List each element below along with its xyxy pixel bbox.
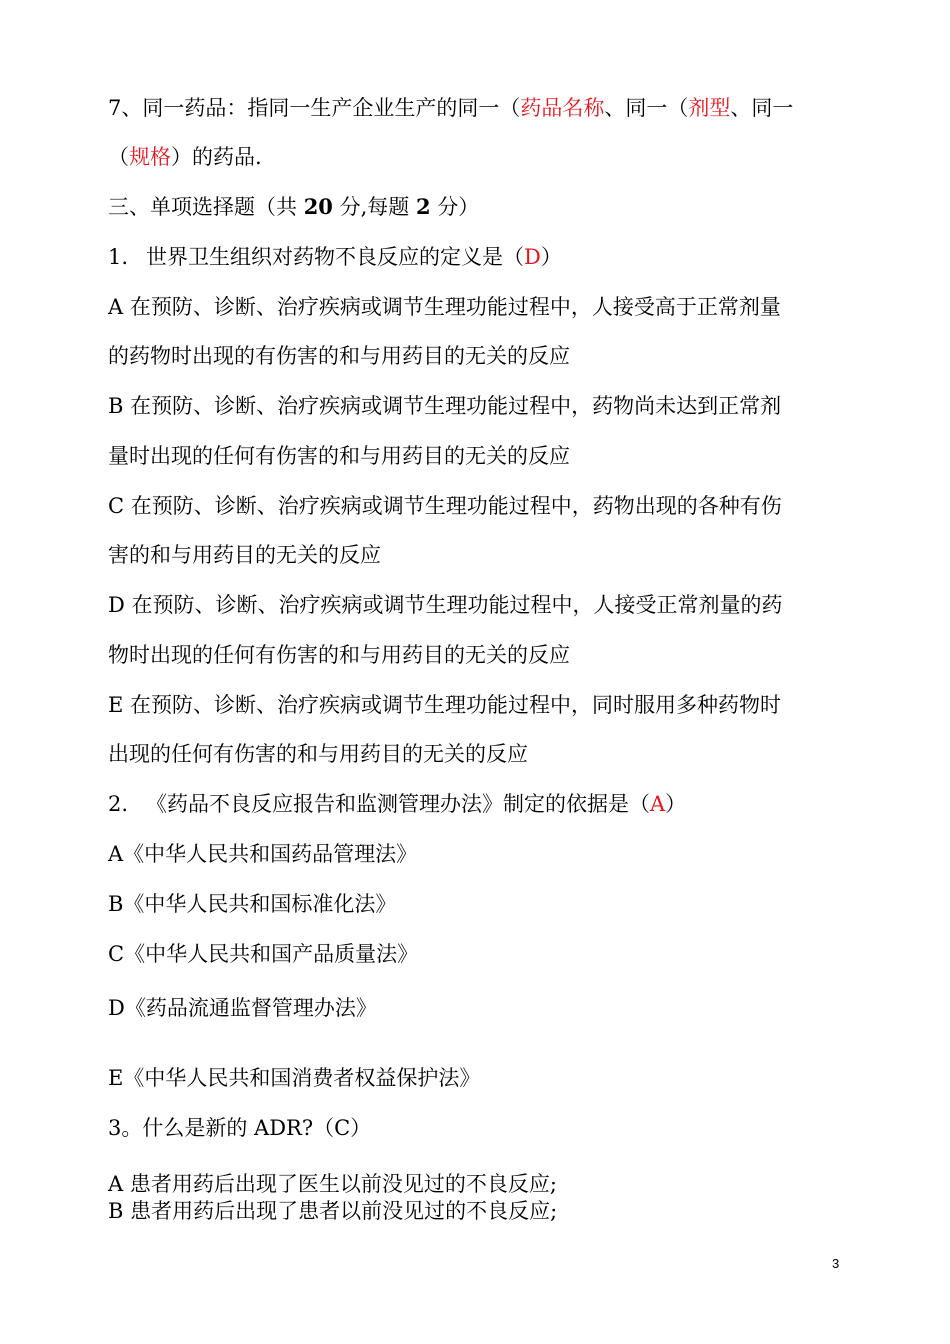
q1-stem-text: 世界卫生组织对药物不良反应的定义是（	[146, 245, 524, 269]
section3-heading	[108, 193, 479, 221]
q1-option-d-line2: 物时出现的任何有伤害的和与用药目的无关的反应	[108, 643, 570, 667]
item7-line2	[108, 143, 262, 171]
section3-mid: 分,	[332, 195, 368, 219]
q2-number: 2.	[108, 792, 129, 816]
q3-option-a: A 患者用药后出现了医生以前没见过的不良反应;	[108, 1172, 557, 1196]
item7-prefix: 7、同一药品：指同一生产企业生产的同一（	[108, 96, 521, 120]
q2-option-b: B《中华人民共和国标准化法》	[108, 892, 397, 916]
q1-stem	[108, 243, 562, 271]
q1-option-c-line2: 害的和与用药目的无关的反应	[108, 543, 381, 567]
section3-post: 分）	[430, 195, 480, 219]
item7-mid-2: 、同一	[730, 96, 794, 120]
item7-answer-1: 药品名称	[520, 96, 605, 120]
q1-close: ）	[540, 245, 562, 269]
q2-option-a: A《中华人民共和国药品管理法》	[108, 842, 418, 866]
q2-option-c: C《中华人民共和国产品质量法》	[108, 942, 419, 966]
q1-option-a-line1: A 在预防、诊断、治疗疾病或调节生理功能过程中，人接受高于正常剂量	[108, 295, 781, 319]
item7-line1	[108, 94, 793, 122]
item7-paren-open: （	[108, 145, 129, 169]
q1-option-b-line2: 量时出现的任何有伤害的和与用药目的无关的反应	[108, 444, 570, 468]
section3-each: 2	[415, 194, 431, 219]
item7-suffix: ）的药品.	[171, 145, 262, 169]
q3-stem: 3。什么是新的 ADR?（C）	[108, 1116, 372, 1140]
q2-close: ）	[665, 792, 687, 816]
q1-option-e-line2: 出现的任何有伤害的和与用药目的无关的反应	[108, 742, 528, 766]
section3-pre: 三、单项选择题（共	[108, 195, 304, 219]
q1-number: 1.	[108, 245, 129, 269]
item7-mid-1: 、同一（	[604, 96, 689, 120]
page-number: 3	[832, 1256, 840, 1271]
q1-answer: D	[524, 245, 541, 269]
section3-mid2: 每题	[367, 195, 416, 219]
q2-answer: A	[650, 792, 666, 816]
q1-option-b-line1: B 在预防、诊断、治疗疾病或调节生理功能过程中，药物尚未达到正常剂	[108, 394, 782, 418]
q3-option-b: B 患者用药后出现了患者以前没见过的不良反应;	[108, 1199, 558, 1223]
q1-option-e-line1: E 在预防、诊断、治疗疾病或调节生理功能过程中，同时服用多种药物时	[108, 693, 782, 717]
q1-option-c-line1: C 在预防、诊断、治疗疾病或调节生理功能过程中，药物出现的各种有伤	[108, 494, 782, 518]
section3-total: 20	[303, 194, 333, 219]
q2-stem-text: 《药品不良反应报告和监测管理办法》制定的依据是（	[146, 792, 650, 816]
q1-option-a-line2: 的药物时出现的有伤害的和与用药目的无关的反应	[108, 344, 570, 368]
q2-stem	[108, 790, 686, 818]
q2-option-d: D《药品流通监督管理办法》	[108, 996, 377, 1020]
q2-option-e: E《中华人民共和国消费者权益保护法》	[108, 1066, 481, 1090]
item7-answer-3: 规格	[129, 145, 171, 169]
item7-answer-2: 剂型	[688, 96, 731, 120]
q1-option-d-line1: D 在预防、诊断、治疗疾病或调节生理功能过程中，人接受正常剂量的药	[108, 593, 783, 617]
